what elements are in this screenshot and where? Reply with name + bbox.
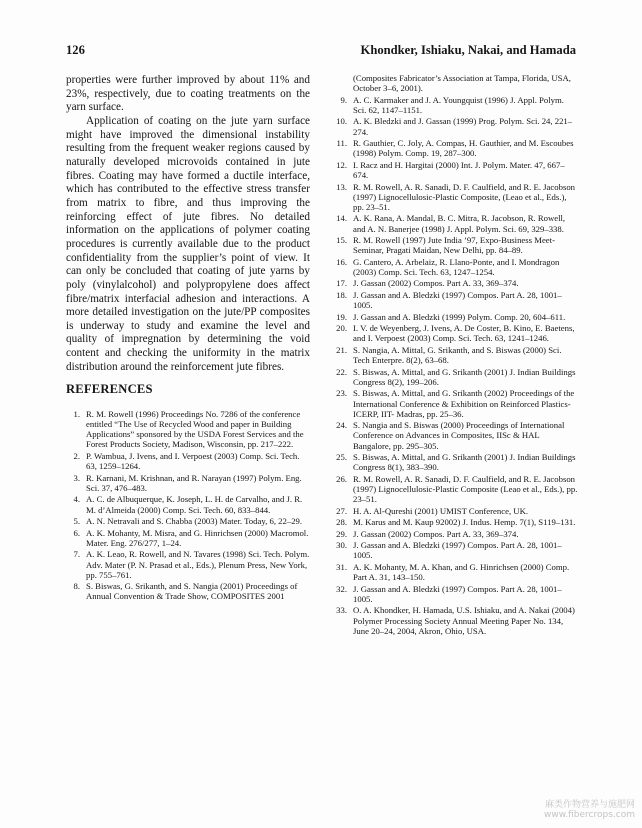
reference-item: [333, 235, 578, 255]
reference-number: 6.: [73, 527, 80, 538]
page-number: 126: [66, 43, 85, 57]
body-paragraph: Application of coating on the jute yarn surface might have improved the dimensional instability resulting from the frequent weaker regions caused by naturally developed microvoids contained in jute fibres. Coating may have formed a ductile interface, which has contributed to the effective stress transfer from matrix to fibre, and thus improving the reinforcing effect of jute fibres. No detailed information on the applications of polymer coating procedures is currently available due to the product confidentiality from the supplier’s point of view. It can only be concluded that coating of jute yarns by poly (vinylalcohol) and polypropylene does affect fibre/matrix interfacial adhesion and interactions. A more detailed investigation on the jute/PP composites is underway to study and examine the level and quality of impregnation by determining the void content and checking the uniformity in the matrix distribution around the reinforcement jute fibres.: [66, 114, 310, 373]
reference-number: 18.: [336, 290, 347, 301]
reference-text: S. Biswas, A. Mittal, and G. Srikanth (2001) J. Indian Buildings Congress 8(2), 199–206.: [353, 366, 576, 387]
reference-number: 29.: [336, 528, 347, 539]
reference-item: [333, 529, 578, 539]
reference-item: [66, 409, 310, 450]
reference-item: [333, 474, 578, 504]
reference-item: [66, 528, 310, 548]
running-head-authors: Khondker, Ishiaku, Nakai, and Hamada: [360, 43, 576, 57]
reference-text: P. Wambua, J. Ivens, and I. Verpoest (2003) Comp. Sci. Tech. 63, 1259–1264.: [86, 451, 300, 472]
reference-text: S. Biswas, A. Mittal, and G. Srikanth (2002) Proceedings of the International Conference & Exhibition on Reinforced Plastics-ICERP, IIT- Madras, pp. 25–36.: [353, 388, 575, 419]
reference-item: [333, 420, 578, 450]
reference-number: 24.: [336, 420, 347, 431]
reference-item: [66, 494, 310, 514]
reference-text: J. Gassan and A. Bledzki (1997) Compos. Part A. 28, 1001–1005.: [353, 540, 562, 561]
watermark-text-chinese: 麻类作物营养与施肥网: [544, 800, 635, 810]
references-list-right: [333, 95, 578, 636]
reference-text: R. M. Rowell (1997) Jute India ’97, Expo-Business Meet-Seminar, Pragati Maidan, New Delhi, pp. 84–89.: [353, 235, 555, 256]
reference-text: A. K. Rana, A. Mandal, B. C. Mitra, R. Jacobson, R. Rowell, and A. N. Banerjee (1998) J. Appl. Polym. Sci. 69, 329–338.: [353, 213, 566, 234]
reference-item: [333, 562, 578, 582]
reference-item: [333, 323, 578, 343]
reference-item: [333, 312, 578, 322]
reference-item: [66, 549, 310, 579]
reference-text: I. Racz and H. Hargitai (2000) Int. J. Polym. Mater. 47, 667–674.: [353, 159, 565, 180]
reference-text: R. M. Rowell (1996) Proceedings No. 7286 of the conference entitled “The Use of Recycled Wood and paper in Building Applications” sponsored by the USDA Forest Services and the Forest Products Society, Madison, Wisconsin, pp. 217–222.: [86, 409, 304, 450]
reference-text: A. N. Netravali and S. Chabba (2003) Mater. Today, 6, 22–29.: [86, 516, 303, 527]
reference-text: J. Gassan and A. Bledzki (1997) Compos. Part A. 28, 1001–1005.: [353, 290, 562, 311]
reference-number: 11.: [336, 138, 347, 149]
reference-number: 28.: [336, 517, 347, 528]
reference-number: 10.: [336, 116, 347, 127]
reference-number: 5.: [73, 516, 80, 527]
reference-number: 8.: [73, 581, 80, 592]
reference-number: 14.: [336, 213, 347, 224]
body-paragraph: properties were further improved by about 11% and 23%, respectively, due to coating treatments on the yarn surface.: [66, 74, 310, 114]
reference-number: 4.: [73, 494, 80, 505]
reference-item: [333, 367, 578, 387]
reference-continuation: (Composites Fabricator’s Association at Tampa, Florida, USA, October 3–6, 2001).: [353, 73, 571, 94]
reference-text: A. C. Karmaker and J. A. Youngquist (1996) J. Appl. Polym. Sci. 62, 1147–1151.: [353, 94, 564, 115]
reference-text: R. Gauthier, C. Joly, A. Compas, H. Gauthier, and M. Escoubes (1998) Polym. Comp. 19, 287–300.: [353, 138, 574, 159]
reference-text: S. Nangia, A. Mittal, G. Srikanth, and S. Biswas (2000) Sci. Tech Enterpre. 8(2), 63–68.: [353, 344, 562, 366]
reference-number: 12.: [336, 159, 347, 170]
reference-item: [333, 345, 578, 365]
reference-text: R. M. Rowell, A. R. Sanadi, D. F. Caulfield, and R. E. Jacobson (1997) Lignocellulosic-Plastic Composite, (Leao et al., Eds.), pp. 23–51.: [353, 181, 576, 212]
reference-number: 19.: [336, 311, 347, 322]
reference-item: [66, 473, 310, 493]
reference-number: 23.: [336, 388, 347, 399]
reference-number: 21.: [336, 344, 347, 355]
reference-number: 27.: [336, 505, 347, 516]
reference-text: I. V. de Weyenberg, J. Ivens, A. De Coster, B. Kino, E. Baetens, and I. Verpoest (2003) Comp. Sci. Tech. 63, 1241–1246.: [353, 323, 575, 344]
reference-text: A. K. Bledzki and J. Gassan (1999) Prog. Polym. Sci. 24, 221–274.: [353, 116, 573, 137]
reference-number: 15.: [336, 235, 347, 246]
reference-item: [333, 540, 578, 560]
reference-item: [333, 388, 578, 418]
reference-number: 22.: [336, 366, 347, 377]
reference-number: 3.: [73, 472, 80, 483]
reference-text: J. Gassan (2002) Compos. Part A. 33, 369–374.: [353, 528, 519, 539]
reference-text: S. Nangia and S. Biswas (2000) Proceedings of International Conference on Advances in Composites, IISc & HAL Bangalore, pp. 295–305.: [353, 420, 565, 451]
reference-item: [333, 517, 578, 527]
reference-number: 17.: [336, 278, 347, 289]
reference-text: S. Biswas, A. Mittal, and G. Srikanth (2001) J. Indian Buildings Congress 8(1), 383–390.: [353, 452, 576, 473]
reference-item: [333, 213, 578, 233]
page-header: [66, 43, 576, 61]
references-list-left: [66, 409, 310, 603]
reference-item: [333, 278, 578, 288]
reference-item: [333, 605, 578, 635]
body-text-column: [66, 74, 310, 374]
reference-number: 33.: [336, 605, 347, 616]
reference-number: 30.: [336, 540, 347, 551]
reference-item: [66, 516, 310, 526]
reference-item: [333, 257, 578, 277]
reference-text: H. A. Al-Qureshi (2001) UMIST Conference, UK.: [353, 505, 529, 516]
reference-number: 7.: [73, 549, 80, 560]
reference-number: 1.: [73, 409, 80, 419]
reference-number: 16.: [336, 256, 347, 267]
reference-item: [333, 452, 578, 472]
reference-text: A. K. Mohanty, M. A. Khan, and G. Hinrichsen (2000) Comp. Part A. 31, 143–150.: [353, 562, 570, 583]
reference-number: 25.: [336, 452, 347, 463]
reference-number: 26.: [336, 473, 347, 484]
reference-text: J. Gassan (2002) Compos. Part A. 33, 369–374.: [353, 278, 519, 289]
reference-number: 20.: [336, 323, 347, 334]
reference-item: [333, 506, 578, 516]
reference-text: M. Karus and M. Kaup 92002) J. Indus. Hemp. 7(1), S119–131.: [353, 517, 576, 528]
reference-number: 32.: [336, 583, 347, 594]
reference-number: 2.: [73, 451, 80, 462]
reference-text: R. M. Rowell, A. R. Sanadi, D. F. Caulfield, and R. E. Jacobson (1997) Lignocellulosic-Plastic Composite (Leao et al., Eds.), pp. 23–51.: [353, 473, 578, 505]
reference-text: G. Cantero, A. Arbelaiz, R. Llano-Ponte, and I. Mondragon (2003) Comp. Sci. Tech. 63, 1247–1254.: [353, 256, 560, 277]
reference-number: 9.: [340, 94, 347, 105]
reference-number: 13.: [336, 181, 347, 192]
reference-item: [333, 584, 578, 604]
reference-item: [333, 160, 578, 180]
reference-text: A. K. Leao, R. Rowell, and N. Tavares (1998) Sci. Tech. Polym. Adv. Mater (P. N. Prasad et al., Eds.), Plenum Press, New York, pp. 755–761.: [86, 549, 310, 580]
reference-text: A. K. Mohanty, M. Misra, and G. Hinrichsen (2000) Macromol. Mater. Eng. 276/277, 1–24.: [86, 527, 309, 548]
reference-item: [333, 116, 578, 136]
reference-item: [66, 581, 310, 601]
reference-item: [333, 138, 578, 158]
reference-text: A. C. de Albuquerque, K. Joseph, L. H. de Carvalho, and J. R. M. d’Almeida (2000) Comp. Sci. Tech. 60, 833–844.: [86, 494, 303, 515]
reference-item: [333, 290, 578, 310]
reference-number: 31.: [336, 562, 347, 573]
reference-text: O. A. Khondker, H. Hamada, U.S. Ishiaku, and A. Nakai (2004) Polymer Processing Society Annual Meeting Paper No. 134, June 20–24, 2004, Akron, Ohio, USA.: [353, 605, 575, 636]
site-watermark: [515, 800, 635, 820]
reference-item: [333, 182, 578, 212]
watermark-url: www.fibercrops.com: [544, 810, 635, 820]
reference-text: S. Biswas, G. Srikanth, and S. Nangia (2001) Proceedings of Annual Convention & Trade Show, COMPOSITES 2001: [86, 581, 298, 602]
reference-text: J. Gassan and A. Bledzki (1997) Compos. Part A. 28, 1001–1005.: [353, 583, 562, 604]
reference-text: R. Karnani, M. Krishnan, and R. Narayan (1997) Polym. Eng. Sci. 37, 476–483.: [86, 472, 302, 493]
reference-text: J. Gassan and A. Bledzki (1999) Polym. Comp. 20, 604–611.: [353, 311, 566, 322]
reference-item: [333, 95, 578, 115]
reference-item: [66, 451, 310, 471]
references-column-right: [333, 73, 578, 637]
references-heading: REFERENCES: [66, 382, 153, 396]
